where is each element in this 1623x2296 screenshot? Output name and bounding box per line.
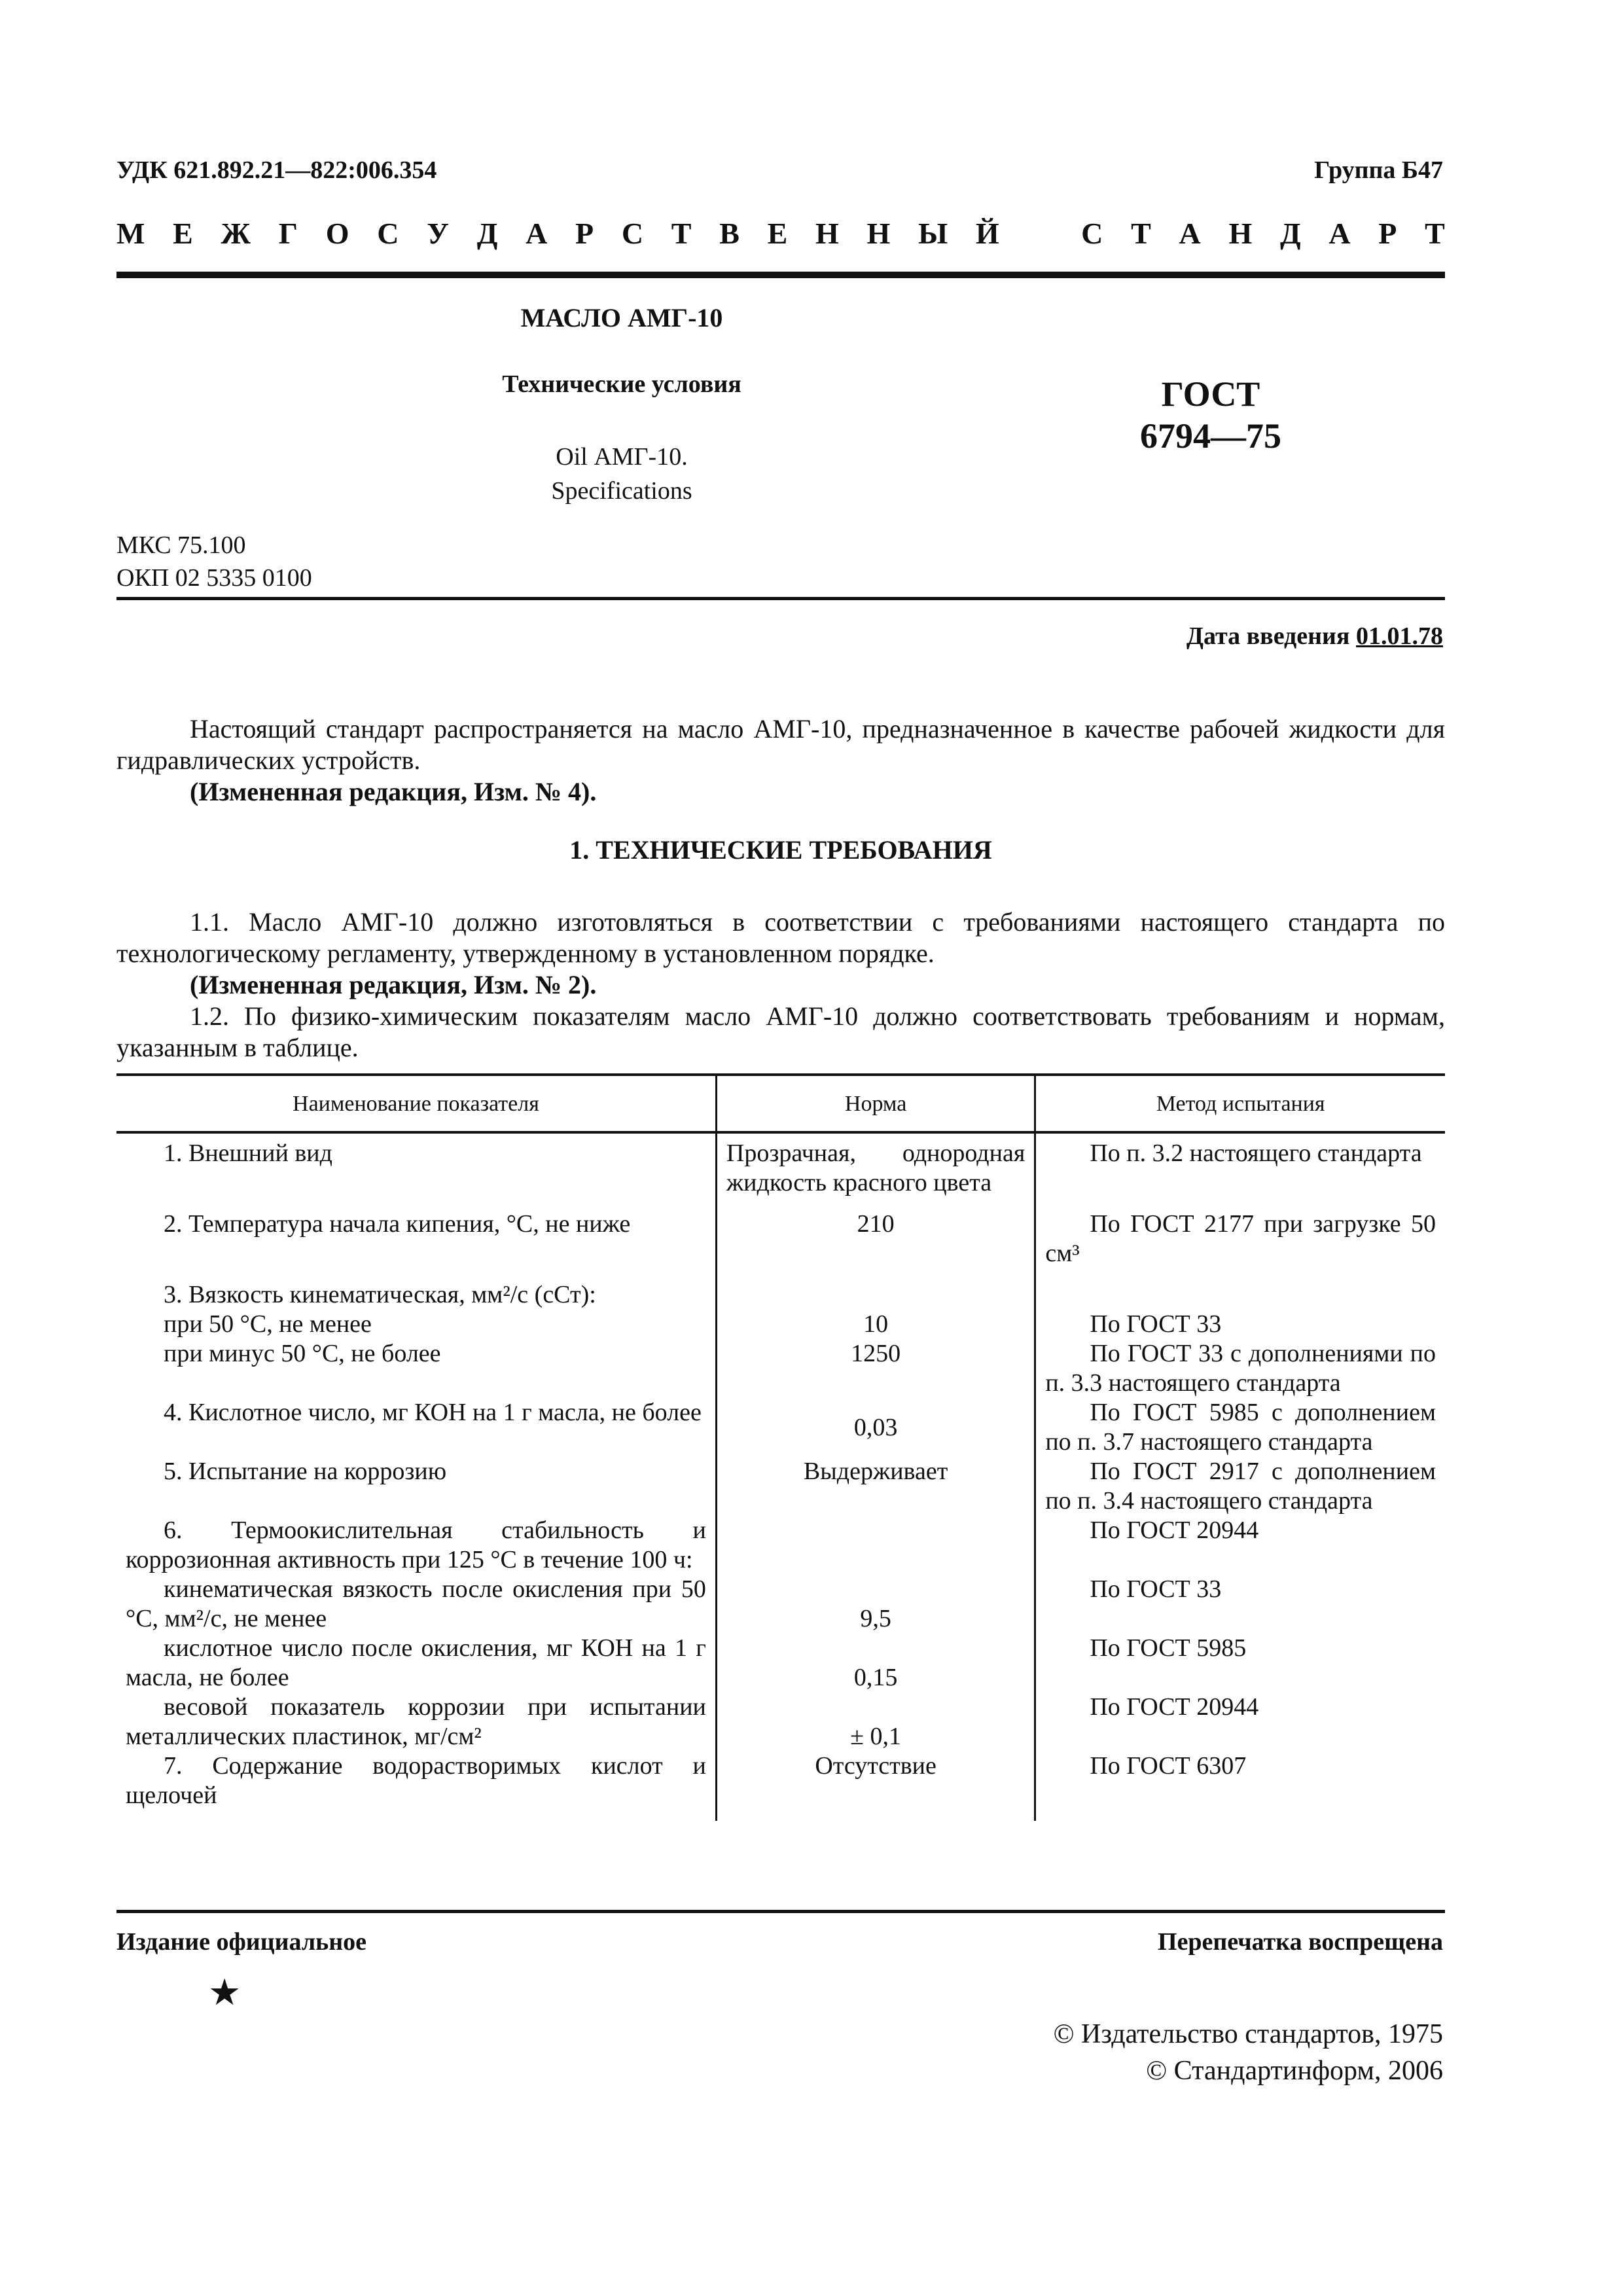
- title-letter: Р: [1378, 217, 1397, 250]
- method-cell: По ГОСТ 2177 при загрузке 50 см³: [1045, 1210, 1436, 1267]
- udk-code: УДК 621.892.21—822:006.354: [116, 156, 437, 184]
- title-letter: Г: [278, 217, 298, 250]
- norm-cell: ± 0,1: [716, 1693, 1035, 1751]
- title-letter: Д: [476, 217, 498, 250]
- product-name: МАСЛО АМГ-10: [520, 303, 723, 332]
- standard-title: [116, 216, 1445, 251]
- title-letter: Т: [671, 217, 692, 250]
- title-letter: Р: [575, 217, 594, 250]
- method-cell: По ГОСТ 20944: [1090, 1516, 1259, 1544]
- okp-code: ОКП 02 5335 0100: [116, 564, 312, 592]
- clause-1-2: 1.2. По физико-химическим показателям масло АМГ-10 должно соответствовать требованиям и нормам, указанным в таблице.: [116, 1001, 1445, 1062]
- title-letter: Т: [1425, 217, 1445, 250]
- title-letter: Н: [1228, 217, 1253, 250]
- title-letter: Е: [767, 217, 788, 250]
- norm-cell: 1250: [716, 1339, 1035, 1398]
- title-letter: Н: [815, 217, 839, 250]
- title-letter: О: [325, 217, 349, 250]
- copyright-line: © Издательство стандартов, 1975: [1053, 2019, 1443, 2049]
- title-letter: М: [116, 217, 145, 250]
- header-rule: [116, 272, 1445, 278]
- doc-subtitle: Технические условия: [502, 370, 741, 398]
- title-letter: С: [621, 217, 644, 250]
- mks-code: МКС 75.100: [116, 531, 246, 559]
- method-cell: По ГОСТ 33: [1090, 1310, 1222, 1338]
- table-row: [116, 1132, 1445, 1198]
- norm-cell: 0,03: [716, 1398, 1035, 1457]
- method-cell: По п. 3.2 настоящего стандарта: [1090, 1139, 1422, 1167]
- clause-1-1-amendment: (Измененная редакция, Изм. № 2).: [190, 970, 597, 999]
- indicator-cell: 1. Внешний вид: [164, 1139, 332, 1167]
- official-edition: Издание официальное: [116, 1928, 367, 1956]
- requirements-table: [116, 1073, 1445, 1821]
- date-value: 01.01.78: [1356, 622, 1443, 650]
- table-header-row: [116, 1075, 1445, 1132]
- table-row: [116, 1751, 1445, 1821]
- section-body: [116, 906, 1445, 1064]
- effective-date: [1186, 622, 1443, 651]
- table-row: [116, 1634, 1445, 1693]
- norm-cell: 0,15: [716, 1634, 1035, 1693]
- title-letter: Ы: [918, 217, 948, 250]
- table-row: [116, 1339, 1445, 1398]
- intro-block: [116, 713, 1445, 808]
- group-code: Группа Б47: [1314, 156, 1443, 184]
- norm-cell: 210: [716, 1198, 1035, 1268]
- method-cell: По ГОСТ 6307: [1090, 1752, 1247, 1780]
- reprint-prohibited: Перепечатка воспрещена: [1157, 1928, 1443, 1956]
- clause-1-1: 1.1. Масло АМГ-10 должно изготовляться в соответствии с требованиями настоящего стандарта по технологическому регламенту, утвержденному в установленном порядке.: [116, 907, 1445, 968]
- method-cell: По ГОСТ 33: [1090, 1575, 1222, 1603]
- english-title: [360, 440, 883, 508]
- copyright: [1054, 2016, 1443, 2089]
- indicator-cell: 5. Испытание на коррозию: [164, 1458, 447, 1485]
- gost-label: ГОСТ: [1161, 374, 1260, 414]
- table-row: [116, 1516, 1445, 1575]
- copyright-line: © Стандартинформ, 2006: [1146, 2056, 1443, 2086]
- table-row: [116, 1198, 1445, 1268]
- table-row: [116, 1268, 1445, 1310]
- title-letter: В: [719, 217, 740, 250]
- indicator-cell: весовой показатель коррозии при испытании металлических пластинок, мг/см²: [126, 1693, 706, 1750]
- indicator-cell: при минус 50 °С, не более: [164, 1340, 441, 1367]
- title-letter: Е: [173, 217, 193, 250]
- title-letter: Д: [1279, 217, 1301, 250]
- indicator-cell: 7. Содержание водорастворимых кислот и щелочей: [126, 1752, 706, 1809]
- norm-cell: 10: [716, 1310, 1035, 1339]
- title-letter: А: [1179, 217, 1201, 250]
- section-title: 1. ТЕХНИЧЕСКИЕ ТРЕБОВАНИЯ: [569, 835, 992, 865]
- table-row: [116, 1457, 1445, 1516]
- header-norm: Норма: [716, 1075, 1035, 1132]
- english-title-line2: Specifications: [551, 477, 692, 505]
- indicator-cell: 2. Температура начала кипения, °С, не ниже: [164, 1210, 631, 1238]
- method-cell: По ГОСТ 5985 с дополнением по п. 3.7 настоящего стандарта: [1045, 1399, 1436, 1456]
- title-gap: [1027, 216, 1053, 251]
- table-row: [116, 1693, 1445, 1751]
- title-letter: А: [526, 217, 548, 250]
- method-cell: По ГОСТ 33 с дополнениями по п. 3.3 настоящего стандарта: [1045, 1340, 1436, 1397]
- intro-text: Настоящий стандарт распространяется на масло АМГ-10, предназначенное в качестве рабочей жидкости для гидравлических устройств.: [116, 714, 1445, 775]
- norm-cell: Выдерживает: [716, 1457, 1035, 1516]
- indicator-cell: при 50 °С, не менее: [164, 1310, 372, 1338]
- indicator-cell: 4. Кислотное число, мг КОН на 1 г масла, не более: [164, 1399, 702, 1426]
- indicator-cell: 6. Термоокислительная стабильность и коррозионная активность при 125 °С в течение 100 ч:: [126, 1516, 706, 1573]
- title-letter: Т: [1131, 217, 1151, 250]
- norm-cell: Отсутствие: [716, 1751, 1035, 1821]
- title-letter: С: [377, 217, 399, 250]
- norm-cell: 9,5: [716, 1575, 1035, 1634]
- title-letter: С: [1081, 217, 1103, 250]
- english-title-line1: Oil АМГ-10.: [556, 443, 688, 471]
- table-row: [116, 1575, 1445, 1634]
- indicator-cell: 3. Вязкость кинематическая, мм²/с (сСт):: [164, 1281, 596, 1308]
- method-cell: По ГОСТ 2917 с дополнением по п. 3.4 настоящего стандарта: [1045, 1458, 1436, 1515]
- gost-code: 6794—75: [1140, 416, 1281, 456]
- title-letter: А: [1329, 217, 1351, 250]
- title-letter: Н: [866, 217, 891, 250]
- title-letter: Й: [975, 217, 999, 250]
- indicator-cell: кислотное число после окисления, мг КОН на 1 г масла, не более: [126, 1634, 706, 1691]
- footer-rule: [116, 1910, 1445, 1913]
- title-letter: У: [427, 217, 449, 250]
- title-letter: Ж: [221, 217, 251, 250]
- table-row: [116, 1310, 1445, 1339]
- header-indicator: Наименование показателя: [116, 1075, 716, 1132]
- codes-rule: [116, 597, 1445, 600]
- indicator-cell: кинематическая вязкость после окисления при 50 °С, мм²/с, не менее: [126, 1575, 706, 1632]
- header-method: Метод испытания: [1035, 1075, 1445, 1132]
- intro-amendment: (Измененная редакция, Изм. № 4).: [190, 777, 597, 806]
- method-cell: По ГОСТ 20944: [1090, 1693, 1259, 1721]
- norm-cell: Прозрачная, однородная жидкость красного цвета: [716, 1132, 1035, 1198]
- date-label: Дата введения: [1186, 622, 1350, 650]
- method-cell: По ГОСТ 5985: [1090, 1634, 1247, 1662]
- star-icon: ★: [208, 1973, 241, 2013]
- table-row: [116, 1398, 1445, 1457]
- gost-number: [1080, 373, 1342, 457]
- classification-codes: [116, 529, 312, 594]
